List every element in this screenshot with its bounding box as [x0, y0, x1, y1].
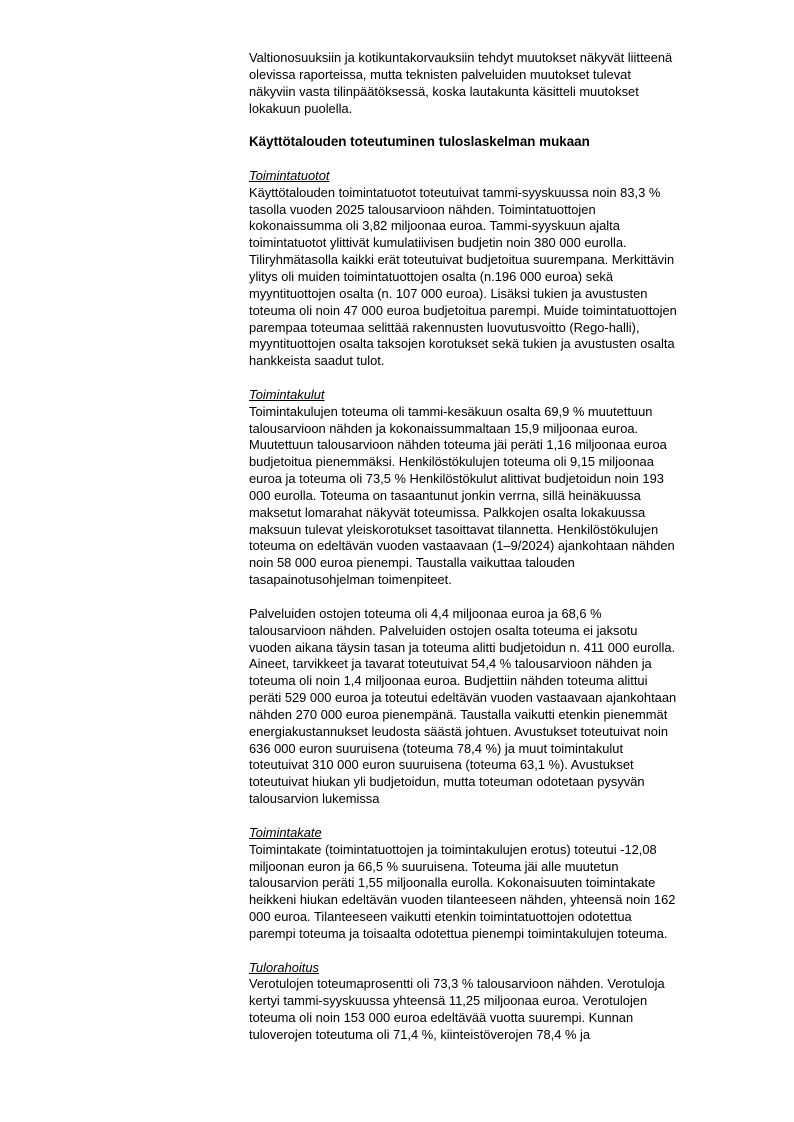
text-line: maksetut lomarahat näkyvät toteumissa. Palkkojen osalta lokakuussa [249, 504, 646, 520]
text-line: talousarvion peräti 1,55 miljoonalla eurolla. Kokonaisuuten toimintakate [249, 875, 656, 891]
text-line: tuloverojen toteutuma oli 71,4 %, kiinteistöverojen 78,4 % ja [249, 1026, 591, 1042]
text-line: hankkeista saadut tulot. [249, 353, 385, 369]
text-line: talousarvioon nähden. Palveluiden ostojen osalta toteuma ei jaksotu [249, 622, 638, 638]
text-line: talousarvion lukemissa [249, 791, 380, 807]
text-line: Toimintakulujen toteuma oli tammi-kesäkuun osalta 69,9 % muutettuun [249, 403, 653, 419]
text-line: tasapainotusohjelman toimenpiteet. [249, 572, 452, 588]
subsection-title: Toimintatuotot [249, 167, 330, 183]
text-line: toimintatuotot ylittivät kumulatiivisen budjetin noin 380 000 eurolla. [249, 235, 627, 251]
paragraph [249, 606, 737, 808]
section-heading: Käyttötalouden toteutuminen tuloslaskelman mukaan [249, 134, 590, 150]
paragraph [249, 842, 737, 943]
text-line: maksuun tulevat yleiskorotukset tasoittavat tilannetta. Henkilöstökulujen [249, 521, 659, 537]
text-line: 636 000 euron suuruisena (toteuma 78,4 %) ja muut toimintakulut [249, 740, 624, 756]
text-line: Toimintakate (toimintatuottojen ja toimintakulujen erotus) toteutui -12,08 [249, 841, 657, 857]
text-line: toteuma oli noin 1,4 miljoonaa euroa. Budjettiin nähden toteuma alittui [249, 673, 648, 689]
text-line: Valtionosuuksiin ja kotikuntakorvauksiin tehdyt muutokset näkyvät liitteenä [249, 50, 673, 65]
paragraph [249, 404, 737, 589]
text-line: vuoden aikana täysin tasan ja toteuma alitti budjetoidun n. 411 000 eurolla. [249, 639, 676, 655]
text-line: Palveluiden ostojen toteuma oli 4,4 miljoonaa euroa ja 68,6 % [249, 605, 602, 621]
text-line: miljoonan euron ja 66,5 % suuruisena. Toteuma jäi alle muutetun [249, 858, 619, 874]
section-toimintatuotot [249, 168, 737, 370]
text-line: kertyi tammi-syyskuussa yhteensä 11,25 miljoonaa euroa. Verotulojen [249, 993, 648, 1009]
subsection-title: Toimintakulut [249, 386, 325, 402]
intro-paragraph [249, 50, 737, 117]
text-line: energiakustannukset leudosta säästä johtuen. Avustukset toteutuivat noin [249, 723, 668, 739]
text-line: noin 58 000 euroa pienempi. Taustalla vaikuttaa talouden [249, 555, 575, 571]
text-line: toteuma oli noin 153 000 euroa edeltävää vuotta suurempi. Kunnan [249, 1010, 634, 1026]
paragraph [249, 185, 737, 370]
text-line: 000 euroa. Tilanteeseen vaikutti etenkin toimintatuottojen odotettua [249, 909, 632, 925]
subsection-title: Tulorahoitus [249, 959, 319, 975]
text-line: ylitys oli muiden toimintatuottojen osalta (n.196 000 euroa) sekä [249, 268, 614, 284]
section-toimintakulut [249, 387, 737, 808]
text-line: toteuma on edeltävän vuoden vastaavaan (1–9/2024) ajankohtaan nähden [249, 538, 675, 554]
text-line: toteuma oli noin 47 000 euroa budjetoitua parempi. Muide toimintatuottojen [249, 302, 677, 318]
paragraph [249, 976, 737, 1043]
text-line: talousarvioon nähden ja kokonaissummaltaan 15,9 miljoonaa euroa. [249, 420, 639, 436]
text-line: 000 eurolla. Toteuma on tasaantunut jonkin verrna, sillä heinäkuussa [249, 487, 641, 503]
text-line: lokakuun puolella. [249, 100, 353, 116]
text-line: Käyttötalouden toimintatuotot toteutuivat tammi-syyskuussa noin 83,3 % [249, 184, 661, 200]
text-line: tasolla vuoden 2025 talousarvioon nähden. Toimintatuottojen [249, 201, 596, 217]
text-line: budjetoitua pienemmäksi. Henkilöstökulujen toteuma oli 9,15 miljoonaa [249, 454, 654, 470]
text-line: myyntituottojen osalta (n. 107 000 euroa). Lisäksi tukien ja avustusten [249, 285, 648, 301]
text-line: myyntituottojen osalta taksojen korotukset sekä tukien ja avustusten osalta [249, 336, 675, 352]
section-toimintakate [249, 825, 737, 943]
subsection-title: Toimintakate [249, 824, 322, 840]
text-line: Aineet, tarvikkeet ja tavarat toteutuivat 54,4 % talousarvioon nähden ja [249, 656, 652, 672]
section-tulorahoitus [249, 960, 737, 1044]
text-line: euroa ja toteuma oli 73,5 % Henkilöstökulut alittivat budjetoidun noin 193 [249, 471, 664, 487]
text-line: näkyviin vasta tilinpäätöksessä, koska lautakunta käsitteli muutokset [249, 83, 639, 99]
text-line: Muutettuun talousarvioon nähden toteuma jäi peräti 1,16 miljoonaa euroa [249, 437, 667, 453]
text-line: toteutuivat 310 000 euron suuruisena (toteuma 63,1 %). Avustukset [249, 757, 634, 773]
text-line: Verotulojen toteumaprosentti oli 73,3 % talousarvioon nähden. Verotuloja [249, 976, 665, 992]
text-line: Tiliryhmätasolla kaikki erät toteutuivat budjetoitua suurempana. Merkittävin [249, 252, 675, 268]
text-line: parempi toteuma ja toisaalta odotettua pienempi toimintakulujen toteuma. [249, 925, 668, 941]
text-line: kokonaissumma oli 3,82 miljoonaa euroa. Tammi-syyskuun ajalta [249, 218, 620, 234]
text-line: olevissa raporteissa, mutta teknisten palveluiden muutokset tulevat [249, 66, 631, 82]
text-line: nähden 270 000 euroa pienempänä. Taustalla vaikutti etenkin pienemmät [249, 706, 668, 722]
text-line: peräti 529 000 euroa ja toteutui edeltävän vuoden vastaavaan ajankohtaan [249, 690, 677, 706]
text-line: parempaa toteumaa selittää rakennusten luovutusvoitto (Rego-halli), [249, 319, 640, 335]
text-line: toteutuivat hiukan yli budjetoidun, mutta toteuman odotetaan pysyvän [249, 774, 645, 790]
text-line: heikkeni hiukan edeltävän vuoden tilanteeseen nähden, yhteensä noin 162 [249, 892, 676, 908]
document-page [249, 50, 737, 1044]
